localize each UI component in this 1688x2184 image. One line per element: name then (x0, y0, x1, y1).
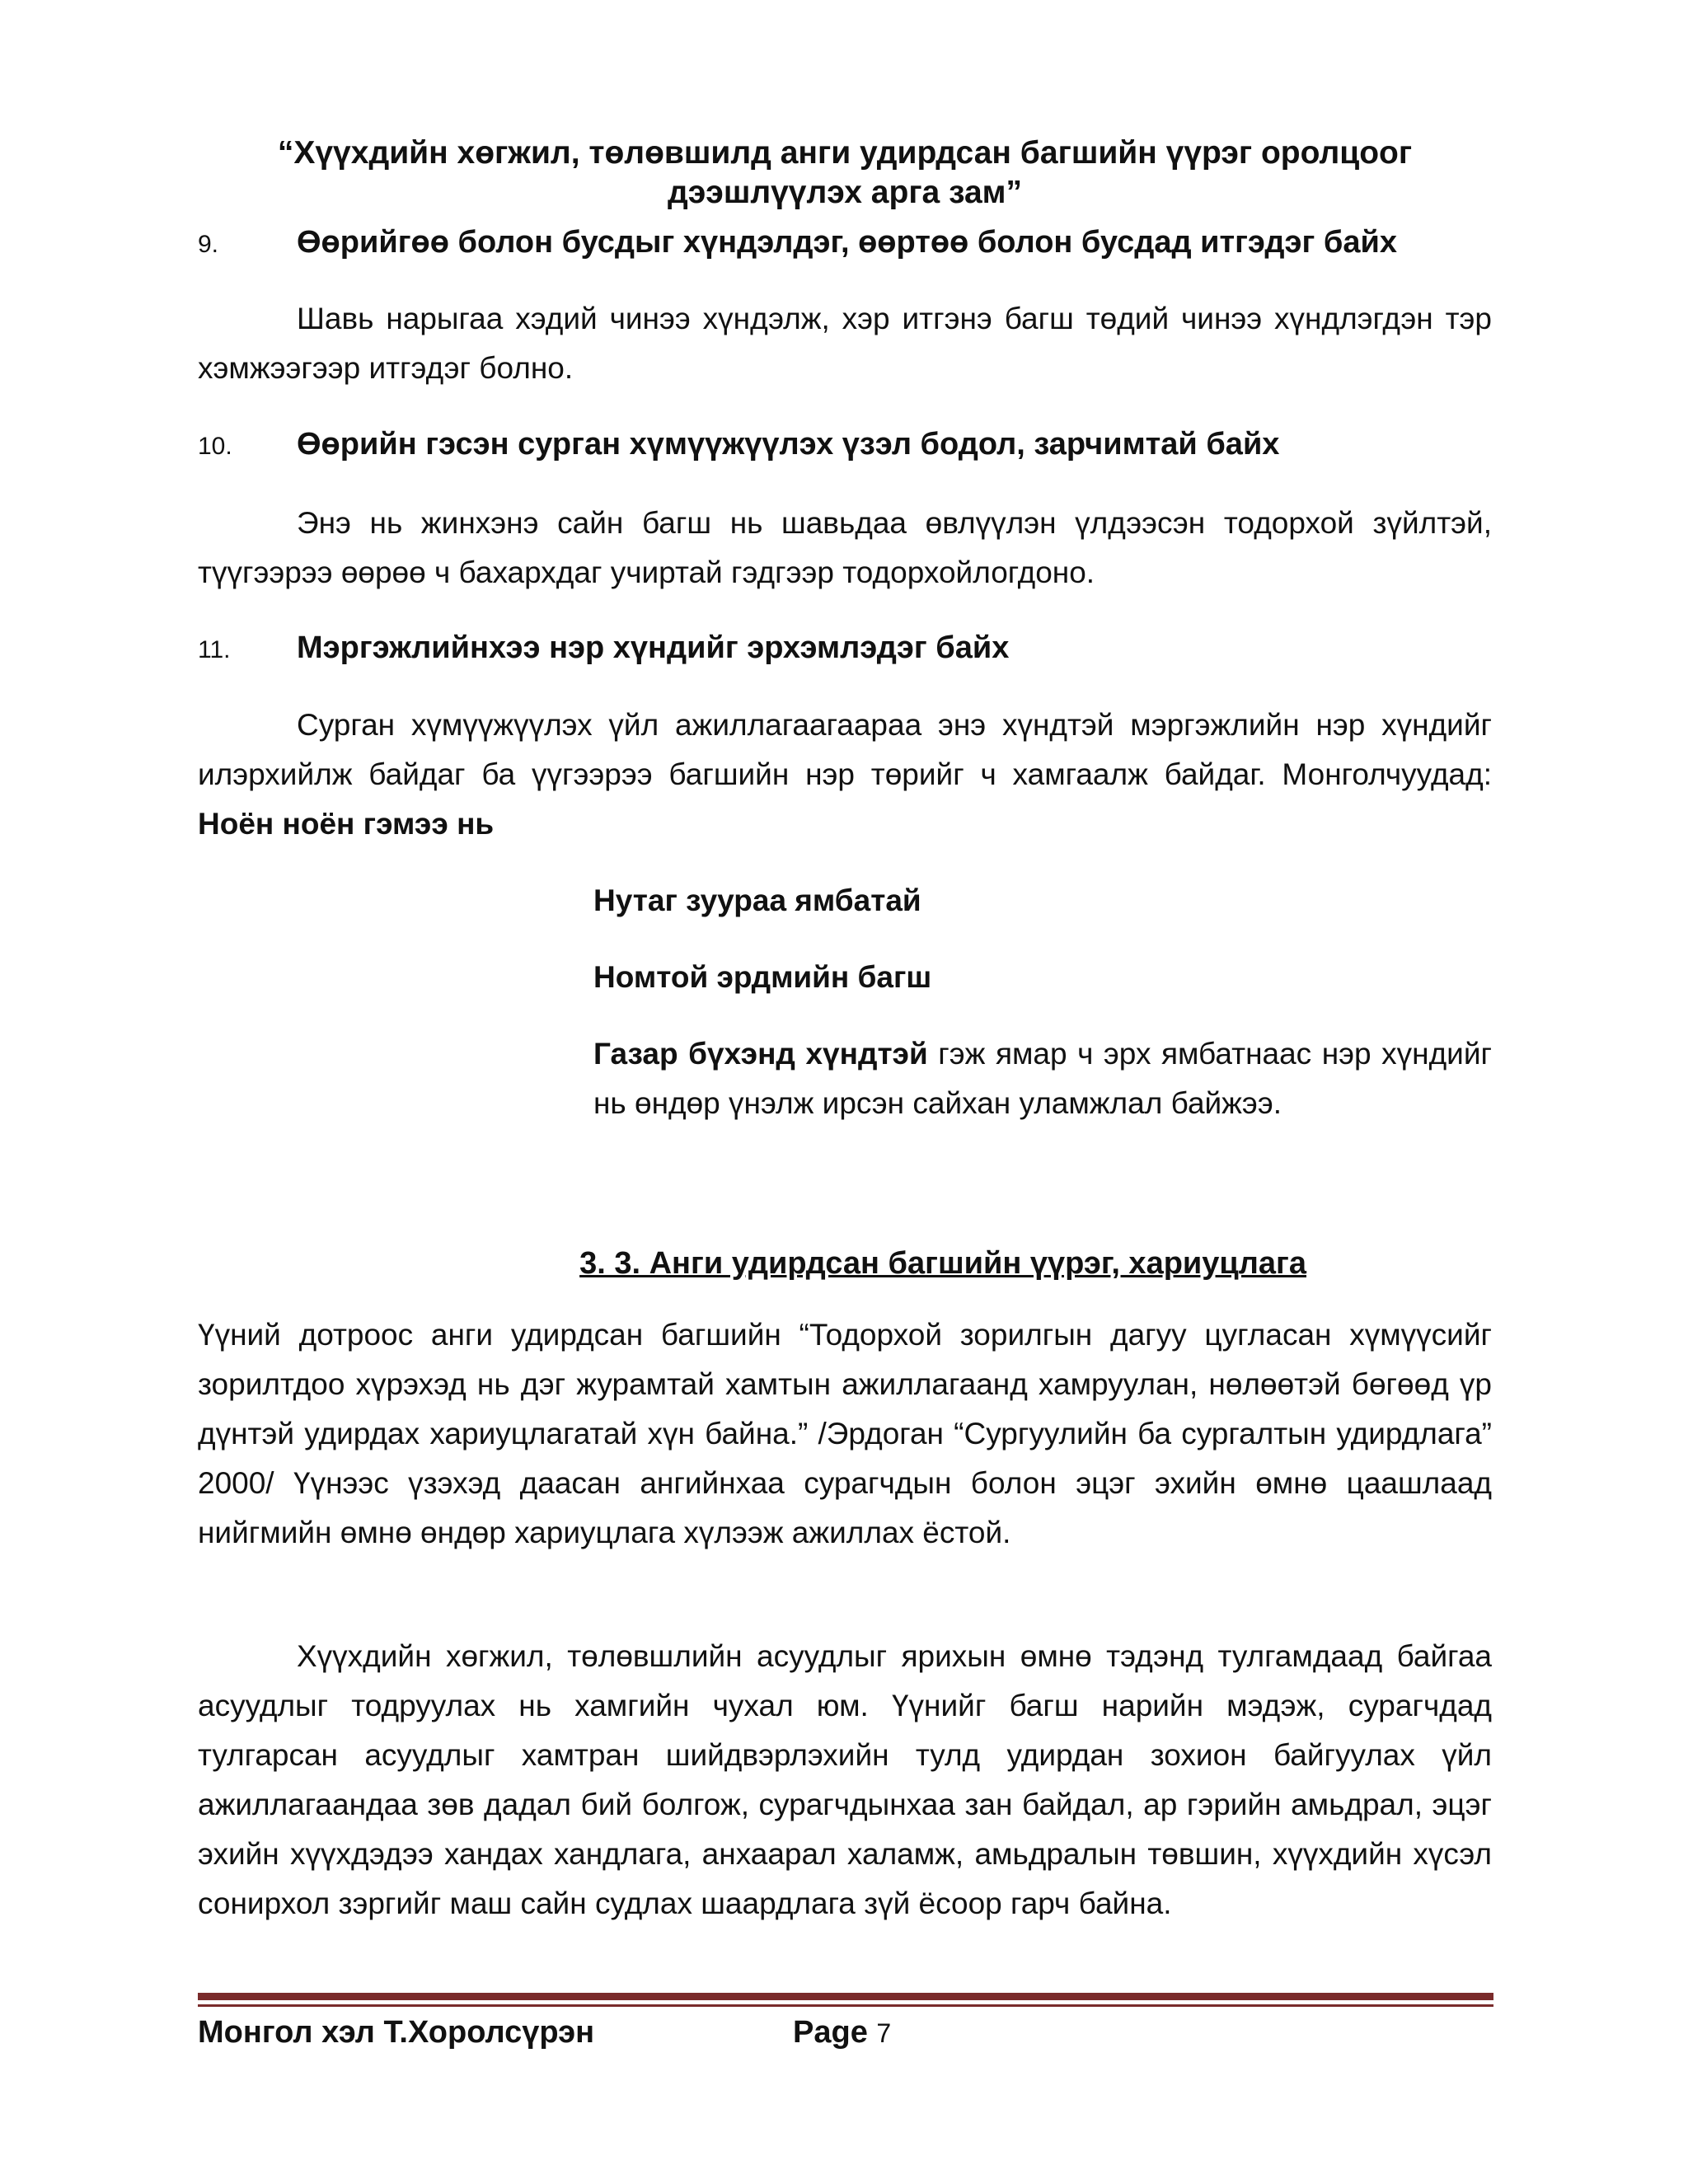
section-paragraph-1: Үүний дотроос анги удирдсан багшийн “Тодорхой зорилгын дагуу цугласан хүмүүсийг зорилтдоо хүрэхэд нь дэг журамтай хамтын ажиллагаанд хамруулан, нөлөөтэй бөгөөд үр дүнтэй удирдах хариуцлагатай хүн байна.” /Эрдоган “Сургуулийн ба сургалтын удирдлага” 2000/ Үүнээс үзэхэд даасан ангийнхаа сурагчдын болон эцэг эхийн өмнө цаашлаад нийгмийн өмнө өндөр хариуцлага хүлээж ажиллах ёстой. (198, 1318, 1492, 1549)
poem-line-1: Нутаг зуураа ямбатай (593, 883, 921, 917)
item-number: 11. (198, 636, 231, 663)
item-heading-text: Өөрийн гэсэн сурган хүмүүжүүлэх үзэл бодол, зарчимтай байх (297, 427, 1280, 462)
item-number: 9. (198, 231, 219, 258)
footer-rule-thick (198, 1993, 1493, 2000)
item-text-9: Шавь нарыгаа хэдий чинээ хүндэлж, хэр итгэнэ багш төдий чинээ хүндлэгдэн тэр хэмжээгээр итгэдэг болно. (198, 302, 1492, 385)
item-text-10: Энэ нь жинхэнэ сайн багш нь шавьдаа өвлүүлэн үлдээсэн тодорхой зүйлтэй, түүгээрээ өөрөө ч бахархдаг учиртай гэдгээр тодорхойлогдоно. (198, 506, 1492, 589)
poem-line-3-bold: Газар бүхэнд хүндтэй (593, 1037, 928, 1071)
page-label: Page (793, 2015, 868, 2050)
title-line-1: “Хүүхдийн хөгжил, төлөвшилд анги удирдсан багшийн үүрэг оролцоог (277, 135, 1413, 171)
item-heading-10 (198, 424, 1279, 466)
poem-block (593, 876, 1492, 1128)
item-number: 10. (198, 433, 232, 460)
page-number: 7 (876, 2018, 892, 2048)
section-paragraph-2: Хүүхдийн хөгжил, төлөвшлийн асуудлыг ярихын өмнө тэдэнд тулгамдаад байгаа асуудлыг тодруулах нь хамгийн чухал юм. Үүнийг багш нарийн мэдэж, сурагчдад тулгарсан асуудлыг хамтран шийдвэрлэхийн тулд удирдан зохион байгуулах үйл ажиллагаандаа зөв дадал бий болгож, сурагчдынхаа зан байдал, ар гэрийн амьдрал, эцэг эхийн хүүхдэдээ хандах хандлага, анхаарал халамж, амьдралын төвшин, хүүхдийн хүсэл сонирхол зэргийг маш сайн судлах шаардлага зүй ёсоор гарч байна. (198, 1639, 1492, 1920)
footer-rule-thin (198, 2004, 1493, 2007)
poem-line-3 (593, 1029, 1492, 1128)
poem-line-2: Номтой эрдмийн багш (593, 960, 932, 994)
item-heading-text: Мэргэжлийнхээ нэр хүндийг эрхэмлэдэг байх (297, 630, 1010, 665)
item-text-body: Сурган хүмүүжүүлэх үйл ажиллагаагаараа энэ хүндтэй мэргэжлийн нэр хүндийг илэрхийлж байдаг ба үүгээрээ багшийн нэр төрийг ч хамгаалж байдаг. Монголчуудад: (198, 708, 1492, 791)
item-text-11 (198, 701, 1492, 849)
item-heading-9 (198, 223, 1397, 265)
footer-author: Монгол хэл Т.Хоролсүрэн (198, 2015, 595, 2050)
document-title (198, 134, 1492, 213)
item-heading-11 (198, 628, 1009, 670)
poem-line-3-rest: гэж ямар ч эрх ямбатнаас нэр хүндийг нь өндөр үнэлж ирсэн сайхан уламжлал байжээ. (593, 1037, 1492, 1120)
section-heading: 3. 3. Анги удирдсан багшийн үүрэг, хариуцлага (579, 1246, 1306, 1281)
item-text-bold: Ноён ноён гэмээ нь (198, 807, 495, 841)
title-line-2: дээшлүүлэх арга зам” (667, 175, 1022, 210)
item-heading-text: Өөрийгөө болон бусдыг хүндэлдэг, өөртөө болон бусдад итгэдэг байх (297, 225, 1398, 260)
footer-page (793, 2011, 891, 2055)
